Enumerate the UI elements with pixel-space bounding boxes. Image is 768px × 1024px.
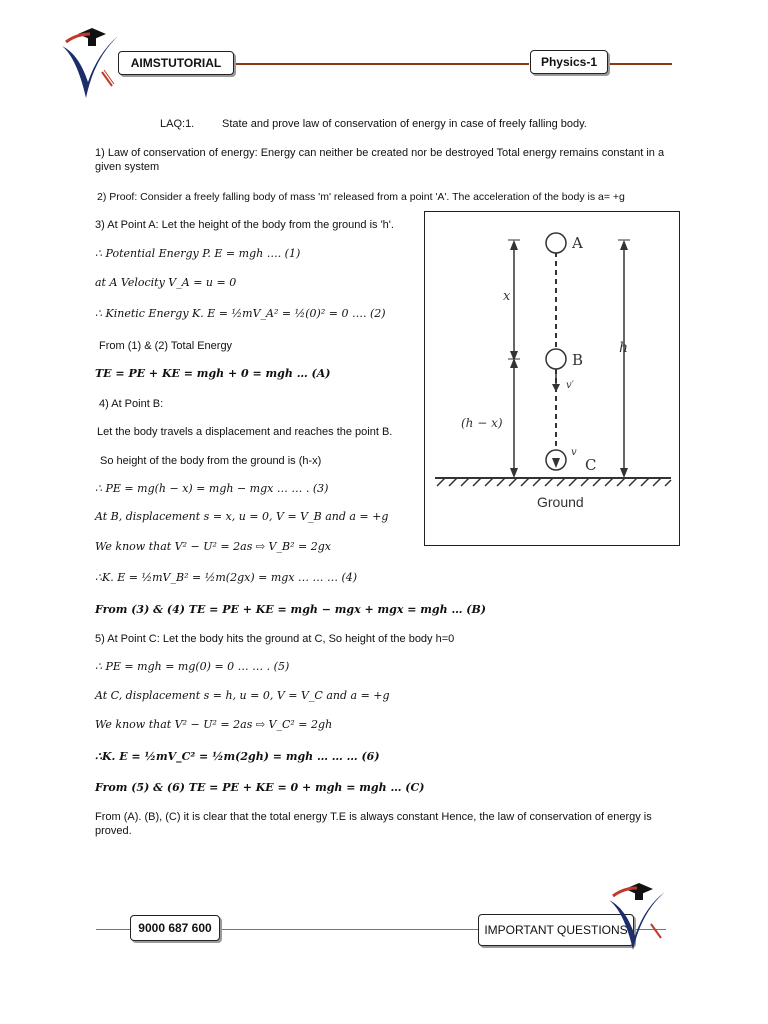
- free-fall-figure: [424, 211, 680, 546]
- pointB-know: We know that V² − U² = 2as ⇨ V_B² = 2gx: [95, 540, 331, 553]
- free-fall-diagram: [425, 212, 679, 545]
- ground-hatching: [437, 478, 671, 486]
- label-v1: v′: [566, 380, 574, 391]
- pointC-heading: 5) At Point C: Let the body hits the ground at C, So height of the body h=0: [95, 633, 455, 645]
- question-text: State and prove law of conservation of energy in case of freely falling body.: [222, 118, 587, 130]
- footer-logo-icon: [605, 880, 669, 956]
- pointB-ke: ∴K. E = ½mV_B² = ½m(2gx) = mgx … … … (4): [95, 571, 358, 584]
- ball-a: [546, 233, 566, 253]
- header-rule-right: [608, 63, 672, 65]
- velocity-arrow-b-head: [552, 384, 560, 392]
- header-rule: [233, 63, 529, 65]
- brand-label: AIMSTUTORIAL: [118, 51, 234, 75]
- pointA-te: TE = PE + KE = mgh + 0 = mgh … (A): [95, 367, 331, 380]
- pointA-pe: ∴ Potential Energy P. E = mgh …. (1): [95, 247, 301, 260]
- pointB-travel: Let the body travels a displacement and reaches the point B.: [97, 426, 393, 438]
- pointB-disp: At B, displacement s = x, u = 0, V = V_B and a = +g: [95, 510, 389, 523]
- pointA-from: From (1) & (2) Total Energy: [99, 340, 233, 352]
- label-x: x: [503, 289, 511, 304]
- pointB-height: So height of the body from the ground is (h-x): [100, 455, 322, 467]
- label-v2: v: [571, 447, 577, 458]
- pointC-know: We know that V² − U² = 2as ⇨ V_C² = 2gh: [95, 718, 333, 731]
- important-questions-label: IMPORTANT QUESTIONS: [478, 914, 634, 946]
- pointC-te: From (5) & (6) TE = PE + KE = 0 + mgh = mgh … (C): [95, 781, 425, 794]
- pointA-velocity: at A Velocity V_A = u = 0: [95, 276, 237, 289]
- law-statement: 1) Law of conservation of energy: Energy can neither be created nor be destroyed Total energy remains constant in a given system: [95, 147, 665, 173]
- pointB-pe: ∴ PE = mg(h − x) = mgh − mgx … … . (3): [95, 482, 329, 495]
- label-ground: Ground: [537, 494, 584, 510]
- question-number: LAQ:1.: [160, 118, 195, 130]
- phone-label: 9000 687 600: [130, 915, 220, 941]
- label-b: B: [572, 351, 584, 369]
- pointA-heading: 3) At Point A: Let the height of the body from the ground is 'h'.: [95, 219, 394, 231]
- ball-b: [546, 349, 566, 369]
- pointA-ke: ∴ Kinetic Energy K. E = ½mV_A² = ½(0)² = 0 …. (2): [95, 307, 386, 320]
- pointC-ke: ∴K. E = ½mV_C² = ½m(2gh) = mgh … … … (6): [95, 750, 380, 763]
- label-c: C: [585, 456, 597, 474]
- label-hx: (h − x): [461, 416, 503, 430]
- label-h: h: [619, 340, 629, 356]
- pointC-pe: ∴ PE = mgh = mg(0) = 0 … … . (5): [95, 660, 290, 673]
- pointC-disp: At C, displacement s = h, u = 0, V = V_C and a = +g: [95, 689, 390, 702]
- pointB-te: From (3) & (4) TE = PE + KE = mgh − mgx + mgx = mgh … (B): [95, 603, 486, 616]
- logo-icon: [58, 24, 120, 104]
- label-a: A: [572, 234, 583, 252]
- subject-label: Physics-1: [530, 50, 608, 74]
- pointB-heading: 4) At Point B:: [99, 398, 164, 410]
- proof-statement: 2) Proof: Consider a freely falling body of mass 'm' released from a point 'A'. The acceleration of the body is a= +g: [97, 191, 625, 203]
- conclusion: From (A). (B), (C) it is clear that the total energy T.E is always constant Hence, the law of conservation of energy is proved.: [95, 811, 652, 837]
